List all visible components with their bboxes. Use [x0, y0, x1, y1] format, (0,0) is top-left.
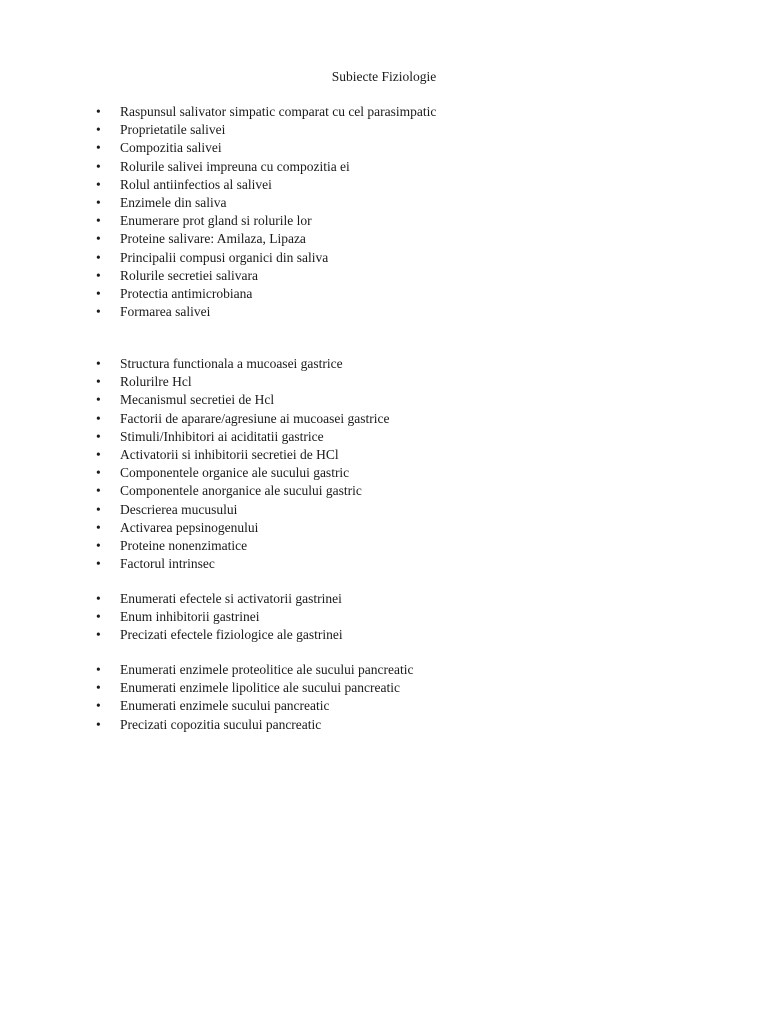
topic-list-pancreatic — [96, 661, 414, 734]
bullet-icon: • — [96, 465, 101, 481]
list-item-text: Descrierea mucusului — [120, 501, 238, 517]
list-item — [96, 373, 390, 391]
list-item — [96, 428, 390, 446]
list-item-text: Factorii de aparare/agresiune ai mucoasei gastrice — [120, 410, 390, 426]
bullet-icon: • — [96, 698, 101, 714]
list-item — [96, 285, 436, 303]
list-item — [96, 482, 390, 500]
list-item — [96, 158, 436, 176]
list-item-text: Rolul antiinfectios al salivei — [120, 176, 272, 192]
list-item-text: Protectia antimicrobiana — [120, 286, 253, 302]
list-item-text: Precizati copozitia sucului pancreatic — [120, 716, 322, 732]
bullet-icon: • — [96, 231, 101, 247]
list-item — [96, 501, 390, 519]
list-item — [96, 391, 390, 409]
list-item — [96, 121, 436, 139]
list-item-text: Enzimele din saliva — [120, 195, 227, 211]
bullet-icon: • — [96, 627, 101, 643]
bullet-icon: • — [96, 286, 101, 302]
bullet-icon: • — [96, 591, 101, 606]
bullet-icon: • — [96, 267, 101, 283]
list-item-text: Enumerati enzimele lipolitice ale sucului pancreatic — [120, 680, 400, 696]
list-item-text: Rolurilre Hcl — [120, 374, 192, 390]
list-item-text: Mecanismul secretiei de Hcl — [120, 392, 275, 408]
bullet-icon: • — [96, 158, 101, 174]
list-item-text: Enumerati enzimele proteolitice ale sucului pancreatic — [120, 662, 414, 677]
bullet-icon: • — [96, 356, 101, 371]
list-item — [96, 176, 436, 194]
list-item — [96, 464, 390, 482]
list-item — [96, 716, 414, 734]
bullet-icon: • — [96, 428, 101, 444]
bullet-icon: • — [96, 680, 101, 696]
list-item — [96, 679, 414, 697]
list-item — [96, 590, 343, 608]
list-item — [96, 537, 390, 555]
bullet-icon: • — [96, 104, 101, 119]
list-item — [96, 410, 390, 428]
list-item — [96, 249, 436, 267]
bullet-icon: • — [96, 609, 101, 625]
list-item — [96, 446, 390, 464]
bullet-icon: • — [96, 410, 101, 426]
list-item-text: Enumerare prot gland si rolurile lor — [120, 213, 312, 229]
bullet-icon: • — [96, 195, 101, 211]
list-item — [96, 355, 390, 373]
list-item-text: Proprietatile salivei — [120, 122, 226, 138]
bullet-icon: • — [96, 304, 101, 320]
bullet-icon: • — [96, 392, 101, 408]
bullet-icon: • — [96, 176, 101, 192]
bullet-icon: • — [96, 213, 101, 229]
list-item-text: Stimuli/Inhibitori ai aciditatii gastrice — [120, 428, 324, 444]
bullet-icon: • — [96, 447, 101, 463]
list-item — [96, 267, 436, 285]
list-item-text: Proteine nonenzimatice — [120, 538, 248, 554]
list-item-text: Activatorii si inhibitorii secretiei de HCl — [120, 447, 339, 463]
document-title: Subiecte Fiziologie — [331, 69, 437, 84]
list-item-text: Compozitia salivei — [120, 140, 222, 156]
list-item-text: Formarea salivei — [120, 304, 211, 320]
list-item-text: Precizati efectele fiziologice ale gastrinei — [120, 627, 343, 643]
bullet-icon: • — [96, 140, 101, 156]
list-item — [96, 555, 390, 573]
list-item — [96, 608, 343, 626]
bullet-icon: • — [96, 519, 101, 535]
list-item — [96, 661, 414, 679]
topic-list-gastric — [96, 355, 390, 573]
bullet-icon: • — [96, 122, 101, 138]
list-item-text: Structura functionala a mucoasei gastrice — [120, 356, 343, 371]
list-item-text: Activarea pepsinogenului — [120, 519, 259, 535]
bullet-icon: • — [96, 716, 101, 732]
list-item-text: Enum inhibitorii gastrinei — [120, 609, 260, 625]
bullet-icon: • — [96, 662, 101, 677]
list-item — [96, 194, 436, 212]
list-item — [96, 519, 390, 537]
list-item-text: Rolurile salivei impreuna cu compozitia ei — [120, 158, 350, 174]
list-item-text: Rolurile secretiei salivara — [120, 267, 258, 283]
list-item — [96, 212, 436, 230]
list-item — [96, 139, 436, 157]
list-item-text: Enumerati enzimele sucului pancreatic — [120, 698, 330, 714]
list-item-text: Proteine salivare: Amilaza, Lipaza — [120, 231, 306, 247]
topic-list-gastrin — [96, 590, 343, 645]
list-item — [96, 697, 414, 715]
bullet-icon: • — [96, 501, 101, 517]
list-item-text: Componentele organice ale sucului gastric — [120, 465, 350, 481]
list-item — [96, 230, 436, 248]
bullet-icon: • — [96, 249, 101, 265]
list-item-text: Factorul intrinsec — [120, 556, 215, 572]
topic-list-saliva — [96, 103, 436, 321]
list-item — [96, 303, 436, 321]
list-item-text: Principalii compusi organici din saliva — [120, 249, 329, 265]
bullet-icon: • — [96, 538, 101, 554]
bullet-icon: • — [96, 556, 101, 572]
list-item — [96, 103, 436, 121]
list-item-text: Enumerati efectele si activatorii gastrinei — [120, 591, 342, 606]
bullet-icon: • — [96, 374, 101, 390]
bullet-icon: • — [96, 483, 101, 499]
list-item — [96, 626, 343, 644]
list-item-text: Raspunsul salivator simpatic comparat cu cel parasimpatic — [120, 104, 437, 119]
list-item-text: Componentele anorganice ale sucului gastric — [120, 483, 362, 499]
